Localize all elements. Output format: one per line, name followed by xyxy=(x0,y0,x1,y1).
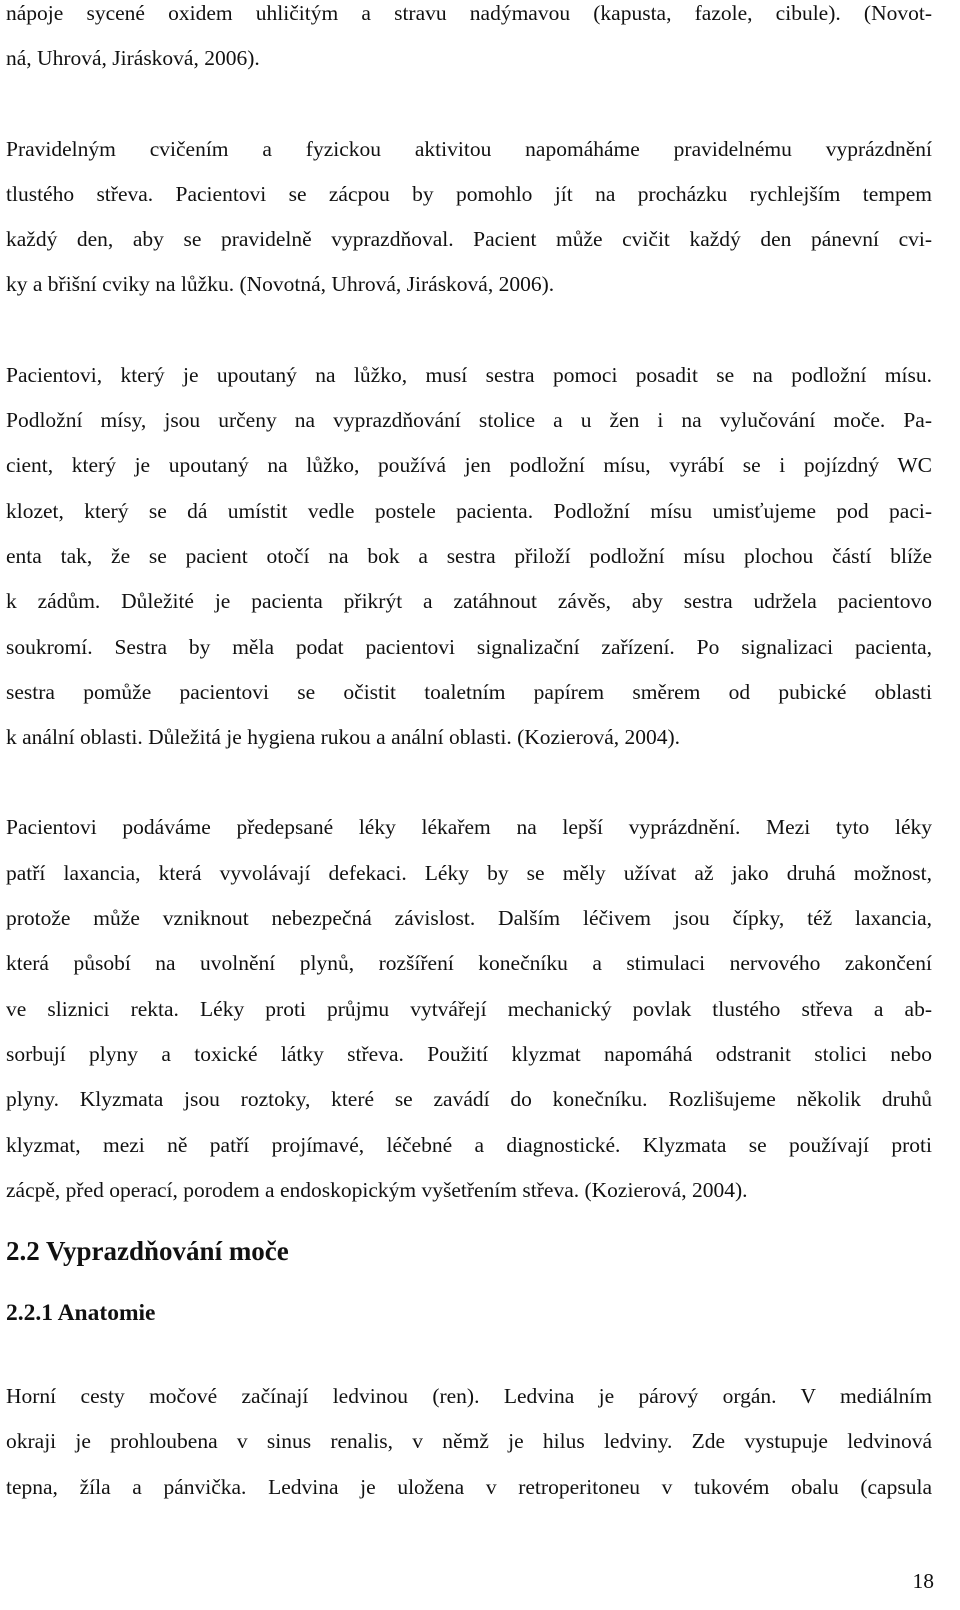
text-line: sorbují plyny a toxické látky střeva. Použití klyzmat napomáhá odstranit stolici nebo xyxy=(6,1041,932,1066)
text-line: soukromí. Sestra by měla podat pacientovi signalizační zařízení. Po signalizaci pacienta, xyxy=(6,634,932,659)
text-line: Pravidelným cvičením a fyzickou aktivitou napomáháme pravidelnému vyprázdnění xyxy=(6,136,932,161)
text-line: sestra pomůže pacientovi se očistit toaletním papírem směrem od pubické oblasti xyxy=(6,679,932,704)
paragraph-gap xyxy=(6,760,932,805)
text-line: Podložní mísy, jsou určeny na vyprazdňování stolice a u žen i na vylučování moče. Pa- xyxy=(6,408,932,433)
paragraph-2 xyxy=(6,127,932,308)
paragraph-1 xyxy=(6,0,932,82)
text-line: nápoje sycené oxidem uhličitým a stravu nadýmavou (kapusta, fazole, cibule). (Novot- xyxy=(6,1,932,25)
section-heading: 2.2 Vyprazdňování moče xyxy=(6,1236,289,1267)
text-line: Pacientovi, který je upoutaný na lůžko, musí sestra pomoci posadit se na podložní mísu. xyxy=(6,362,932,387)
text-line: okraji je prohloubena v sinus renalis, v němž je hilus ledviny. Zde vystupuje ledvinová xyxy=(6,1429,932,1454)
text-line: která působí na uvolnění plynů, rozšíření konečníku a stimulaci nervového zakončení xyxy=(6,951,932,976)
text-line: enta tak, že se pacient otočí na bok a sestra přiloží podložní mísu plochou částí blíže xyxy=(6,543,932,568)
page-number: 18 xyxy=(912,1569,934,1593)
text-line: klozet, který se dá umístit vedle postele pacienta. Podložní mísu umisťujeme pod paci- xyxy=(6,498,932,523)
paragraph-gap xyxy=(6,308,932,353)
text-line: ve sliznici rekta. Léky proti průjmu vytvářejí mechanický povlak tlustého střeva a ab- xyxy=(6,996,932,1021)
text-line: ky a břišní cviky na lůžku. (Novotná, Uhrová, Jirásková, 2006). xyxy=(6,272,555,297)
text-line: tlustého střeva. Pacientovi se zácpou by pomohlo jít na procházku rychlejším tempem xyxy=(6,181,932,206)
text-line: klyzmat, mezi ně patří projímavé, léčebné a diagnostické. Klyzmata se používají proti xyxy=(6,1132,932,1157)
text-line: plyny. Klyzmata jsou roztoky, které se zavádí do konečníku. Rozlišujeme několik druhů xyxy=(6,1087,932,1112)
paragraph-5 xyxy=(6,1374,932,1510)
subsection-heading: 2.2.1 Anatomie xyxy=(6,1300,156,1327)
text-line: tepna, žíla a pánvička. Ledvina je uložena v retroperitoneu v tukovém obalu (capsula xyxy=(6,1474,932,1499)
text-line: ná, Uhrová, Jirásková, 2006). xyxy=(6,46,260,71)
text-line: protože může vzniknout nebezpečná závislost. Dalším léčivem jsou čípky, též laxancia, xyxy=(6,906,932,931)
text-line: k anální oblasti. Důležitá je hygiena rukou a anální oblasti. (Kozierová, 2004). xyxy=(6,725,681,750)
paragraph-3 xyxy=(6,353,932,761)
document-page xyxy=(6,0,932,1510)
paragraph-gap xyxy=(6,82,932,127)
paragraph-4 xyxy=(6,805,932,1213)
text-line: Horní cesty močové začínají ledvinou (ren). Ledvina je párový orgán. V mediálním xyxy=(6,1384,932,1409)
text-line: zácpě, před operací, porodem a endoskopickým vyšetřením střeva. (Kozierová, 2004). xyxy=(6,1177,748,1202)
text-line: cient, který je upoutaný na lůžko, používá jen podložní mísu, vyrábí se i pojízdný WC xyxy=(6,453,932,478)
text-line: každý den, aby se pravidelně vyprazdňoval. Pacient může cvičit každý den pánevní cvi- xyxy=(6,227,932,252)
text-line: Pacientovi podáváme předepsané léky lékařem na lepší vyprázdnění. Mezi tyto léky xyxy=(6,815,932,840)
text-line: k zádům. Důležité je pacienta přikrýt a zatáhnout závěs, aby sestra udržela pacientovo xyxy=(6,589,932,614)
text-line: patří laxancia, která vyvolávají defekaci. Léky by se měly užívat až jako druhá možnost, xyxy=(6,860,932,885)
